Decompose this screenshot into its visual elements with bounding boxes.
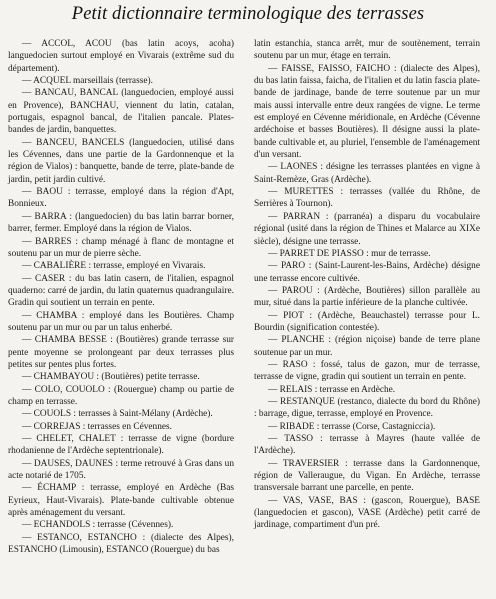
dictionary-entry: — FAISSE, FAISSO, FAICHO : (dialecte des Alpes), du bas latin faissa, faicha, de l'italien et du latin fascia plate-bande de jardinage, bande de terre soutenue par un mur mais aussi intervalle entre deux rangées de vigne. Le terme est employé en Cévenne méridionale, en Ardèche (Cévenne ardéchoise et basses Boutières). Il désigne aussi la plate-bande cultivable et, au pluriel, l'ensemble de l'aménagement d'un versant. [254, 63, 480, 161]
dictionary-entry: — RIBADE : terrasse (Corse, Castagniccia). [268, 421, 436, 432]
dictionary-entry: — DAUSES, DAUNES : terme retrouvé à Gras dans un acte notarié de 1705. [8, 458, 234, 482]
dictionary-entry: — RELAIS : terrasse en Ardèche. [268, 384, 396, 395]
dictionary-entry: — RASO : fossé, talus de gazon, mur de terrasse, terrasse de vigne, gradin qui soutient un terrain en pente. [254, 359, 480, 383]
dictionary-entry: — CHAMBA : employé dans les Boutières. Champ soutenu par un mur ou par un talus enherbé. [8, 310, 234, 333]
left-column [8, 38, 234, 556]
dictionary-entry: — PARRAN : (parranéa) a disparu du vocabulaire régional (usité dans la région de Thines et Malarce au XIXe siècle), désigne une terrasse. [254, 211, 480, 247]
dictionary-entry: — PLANCHE : (région niçoise) bande de terre plane soutenue par un mur. [254, 335, 480, 358]
dictionary-entry: — PARO : (Saint-Laurent-les-Bains, Ardèche) désigne une terrasse encore cultivée. [254, 261, 480, 284]
dictionary-entry: — PAROU : (Ardèche, Boutières) sillon parallèle au mur, situé dans la partie inférieure de la planche cultivée. [254, 285, 480, 309]
dictionary-entry: — TASSO : terrasse à Mayres (haute vallée de l'Ardèche). [254, 434, 480, 457]
dictionary-entry: — BAOU : terrasse, employé dans la région d'Apt, Bonnieux. [8, 187, 234, 210]
dictionary-entry: — CORREJAS : terrasses en Cévennes. [22, 421, 173, 432]
dictionary-entry: — PARRET DE PIASSO : mur de terrasse. [268, 248, 431, 259]
right-column [254, 38, 480, 532]
dictionary-entry: — ECHANDOLS : terrasse (Cévennes). [22, 520, 174, 531]
dictionary-entry: — COLO, COUOLO : (Rouergue) champ ou partie de champ en terrasse. [8, 384, 234, 407]
dictionary-entry: — CHELET, CHALET : terrasse de vigne (bordure rhodanienne de l'Ardèche septentrionale). [8, 434, 234, 457]
dictionary-entry: — LAONES : désigne les terrasses plantées en vigne à Saint-Remèze, Gras (Ardèche). [254, 162, 480, 185]
dictionary-entry: — PIOT : (Ardèche, Beauchastel) terrasse pour L. Bourdin (signification contestée). [254, 310, 480, 333]
dictionary-entry: — CHAMBA BESSE : (Boutières) grande terrasse sur pente moyenne se prolongeant par deux terrasses plus petites sur pentes plus fortes. [8, 335, 234, 370]
dictionary-entry: — BARRES : champ ménagé à flanc de montagne et soutenu par un mur de pierre sèche. [8, 236, 234, 259]
dictionary-entry: — BANCAU, BANCAL (languedocien, employé aussi en Provence), BANCHAU, viennent du latin, catalan, portugais, espagnol bancal, de l'italien pancale. Plates-bandes de jardin, banquettes. [8, 88, 234, 136]
dictionary-entry: — BANCEU, BANCELS (languedocien, utilisé dans les Cévennes, dans une partie de la Gardonnenque et la région de Vialos) : banquette, bande de terre, plate-bande de jardin, petit jardin cultivé. [8, 137, 234, 185]
dictionary-entry: — ACQUEL marseillais (terrasse). [22, 76, 153, 87]
dictionary-entry: — COUOLS : terrasses à Saint-Mélany (Ardèche). [22, 409, 213, 420]
dictionary-entry: — RESTANQUE (restanco, dialecte du bord du Rhône) : barrage, digue, terrasse, employé en Provence. [254, 396, 480, 420]
dictionary-entry: — TRAVERSIER : terrasse dans la Gardonnenque, région de Valleraugue, du Vigan. En Ardèche, terrasse transversale barrant une parcelle, en pente. [254, 458, 480, 494]
page-title: Petit dictionnaire terminologique des terrasses [71, 4, 425, 24]
dictionary-entry: — CABALIÈRE : terrasse, employé en Vivarais. [22, 261, 206, 272]
dictionary-entry: — BARRA : (languedocien) du bas latin barrar borner, barrer, fermer. Employé dans la région de Vialos. [8, 211, 234, 235]
dictionary-entry: latin estanchia, stanca arrêt, mur de soutènement, terrain soutenu par un mur, étage en terrain. [254, 39, 480, 62]
dictionary-entry: — ÉCHAMP : terrasse, employé en Ardèche (Bas Eyrieux, Haut-Vivarais). Plate-bande cultivable obtenue après aménagement du versant. [8, 483, 234, 519]
dictionary-entry: — MURETTES : terrasses (vallée du Rhône, de Serrières à Tournon). [254, 187, 480, 210]
dictionary-entry: — VAS, VASE, BAS : (gascon, Rouergue), BASE (languedocien et gascon), VASE (Ardèche) petit carré de jardinage, compartiment d'un pré. [254, 495, 480, 531]
dictionary-entry: — CHAMBAYOU : (Boutières) petite terrasse. [22, 372, 200, 383]
dictionary-entry: — ACCOL, ACOU (bas latin acoys, acoha) languedocien surtout employé en Vivarais (extrême sud du département). [8, 39, 234, 74]
dictionary-entry: — CASER : du bas latin casern, de l'italien, espagnol quaderno: carré de jardin, du latin quaternus quadrangulaire. Gradin qui soutient un terrain en pente. [8, 273, 234, 309]
dictionary-entry: — ESTANCO, ESTANCHO : (dialecte des Alpes), ESTANCHO (Limousin), ESTANCO (Rouergue) du bas [8, 532, 234, 556]
